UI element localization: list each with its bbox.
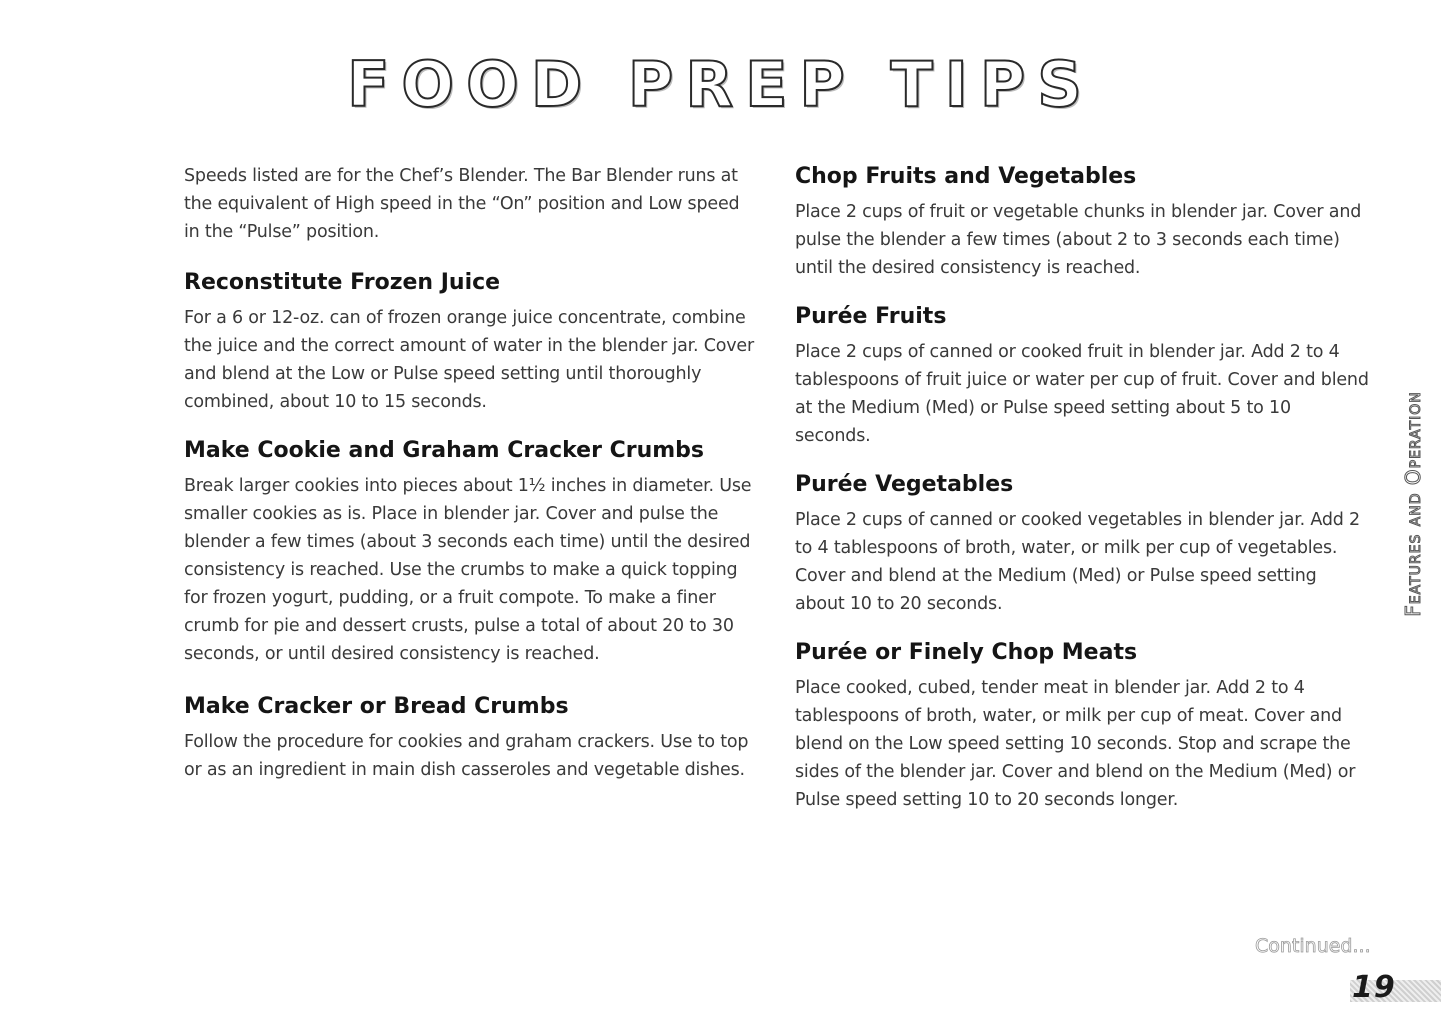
section-cookie-graham-crumbs bbox=[184, 436, 759, 668]
section-cracker-bread-crumbs bbox=[184, 692, 759, 784]
section-body: Place 2 cups of canned or cooked fruit in blender jar. Add 2 to 4 tablespoons of fruit juice or water per cup of fruit. Cover and blend at the Medium (Med) or Pulse speed setting about 5 to 10 seconds. bbox=[795, 342, 1369, 446]
section-heading: Make Cracker or Bread Crumbs bbox=[184, 694, 569, 719]
section-heading: Purée Vegetables bbox=[795, 472, 1014, 497]
section-heading: Reconstitute Frozen Juice bbox=[184, 270, 501, 295]
intro-paragraph: Speeds listed are for the Chef’s Blender. The Bar Blender runs at the equivalent of High speed in the “On” position and Low speed in the “Pulse” position. bbox=[184, 166, 740, 242]
section-puree-vegetables bbox=[795, 470, 1370, 618]
page-number: 19 bbox=[1352, 970, 1396, 1005]
section-heading: Purée or Finely Chop Meats bbox=[795, 640, 1138, 665]
section-body: For a 6 or 12-oz. can of frozen orange juice concentrate, combine the juice and the correct amount of water in the blender jar. Cover and blend at the Low or Pulse speed setting until thoroughly combined, about 10 to 15 seconds. bbox=[184, 308, 754, 412]
section-body: Place 2 cups of canned or cooked vegetables in blender jar. Add 2 to 4 tablespoons of broth, water, or milk per cup of vegetables. Cover and blend at the Medium (Med) or Pulse speed setting about 10 to 20 seconds. bbox=[795, 510, 1360, 614]
section-body: Break larger cookies into pieces about 1½ inches in diameter. Use smaller cookies as is. Place in blender jar. Cover and pulse the blender a few times (about 3 seconds each time) until the desired consistency is reached. Use the crumbs to make a quick topping for frozen yogurt, pudding, or a fruit compote. To make a finer crumb for pie and dessert crusts, pulse a total of about 20 to 30 seconds, or until desired consistency is reached. bbox=[184, 476, 752, 664]
section-heading: Purée Fruits bbox=[795, 304, 947, 329]
section-puree-fruits bbox=[795, 302, 1370, 450]
left-column bbox=[184, 162, 759, 802]
section-reconstitute-frozen-juice bbox=[184, 268, 759, 416]
section-body: Place 2 cups of fruit or vegetable chunks in blender jar. Cover and pulse the blender a few times (about 2 to 3 seconds each time) until the desired consistency is reached. bbox=[795, 202, 1362, 278]
section-body: Follow the procedure for cookies and graham crackers. Use to top or as an ingredient in main dish casseroles and vegetable dishes. bbox=[184, 732, 749, 780]
continued-label: Continued... bbox=[1255, 935, 1371, 957]
section-heading: Chop Fruits and Vegetables bbox=[795, 164, 1137, 189]
page-title: FOOD PREP TIPS bbox=[347, 48, 1094, 121]
right-column bbox=[795, 162, 1370, 834]
side-tab-text: Features and Operation bbox=[1401, 391, 1425, 617]
side-tab-label bbox=[1399, 380, 1427, 628]
section-chop-fruits-vegetables bbox=[795, 162, 1370, 282]
section-body: Place cooked, cubed, tender meat in blender jar. Add 2 to 4 tablespoons of broth, water, or milk per cup of meat. Cover and blend on the Low speed setting 10 seconds. Stop and scrape the sides of the blender jar. Cover and blend on the Medium (Med) or Pulse speed setting 10 to 20 seconds longer. bbox=[795, 678, 1356, 810]
section-heading: Make Cookie and Graham Cracker Crumbs bbox=[184, 438, 705, 463]
section-puree-chop-meats bbox=[795, 638, 1370, 814]
